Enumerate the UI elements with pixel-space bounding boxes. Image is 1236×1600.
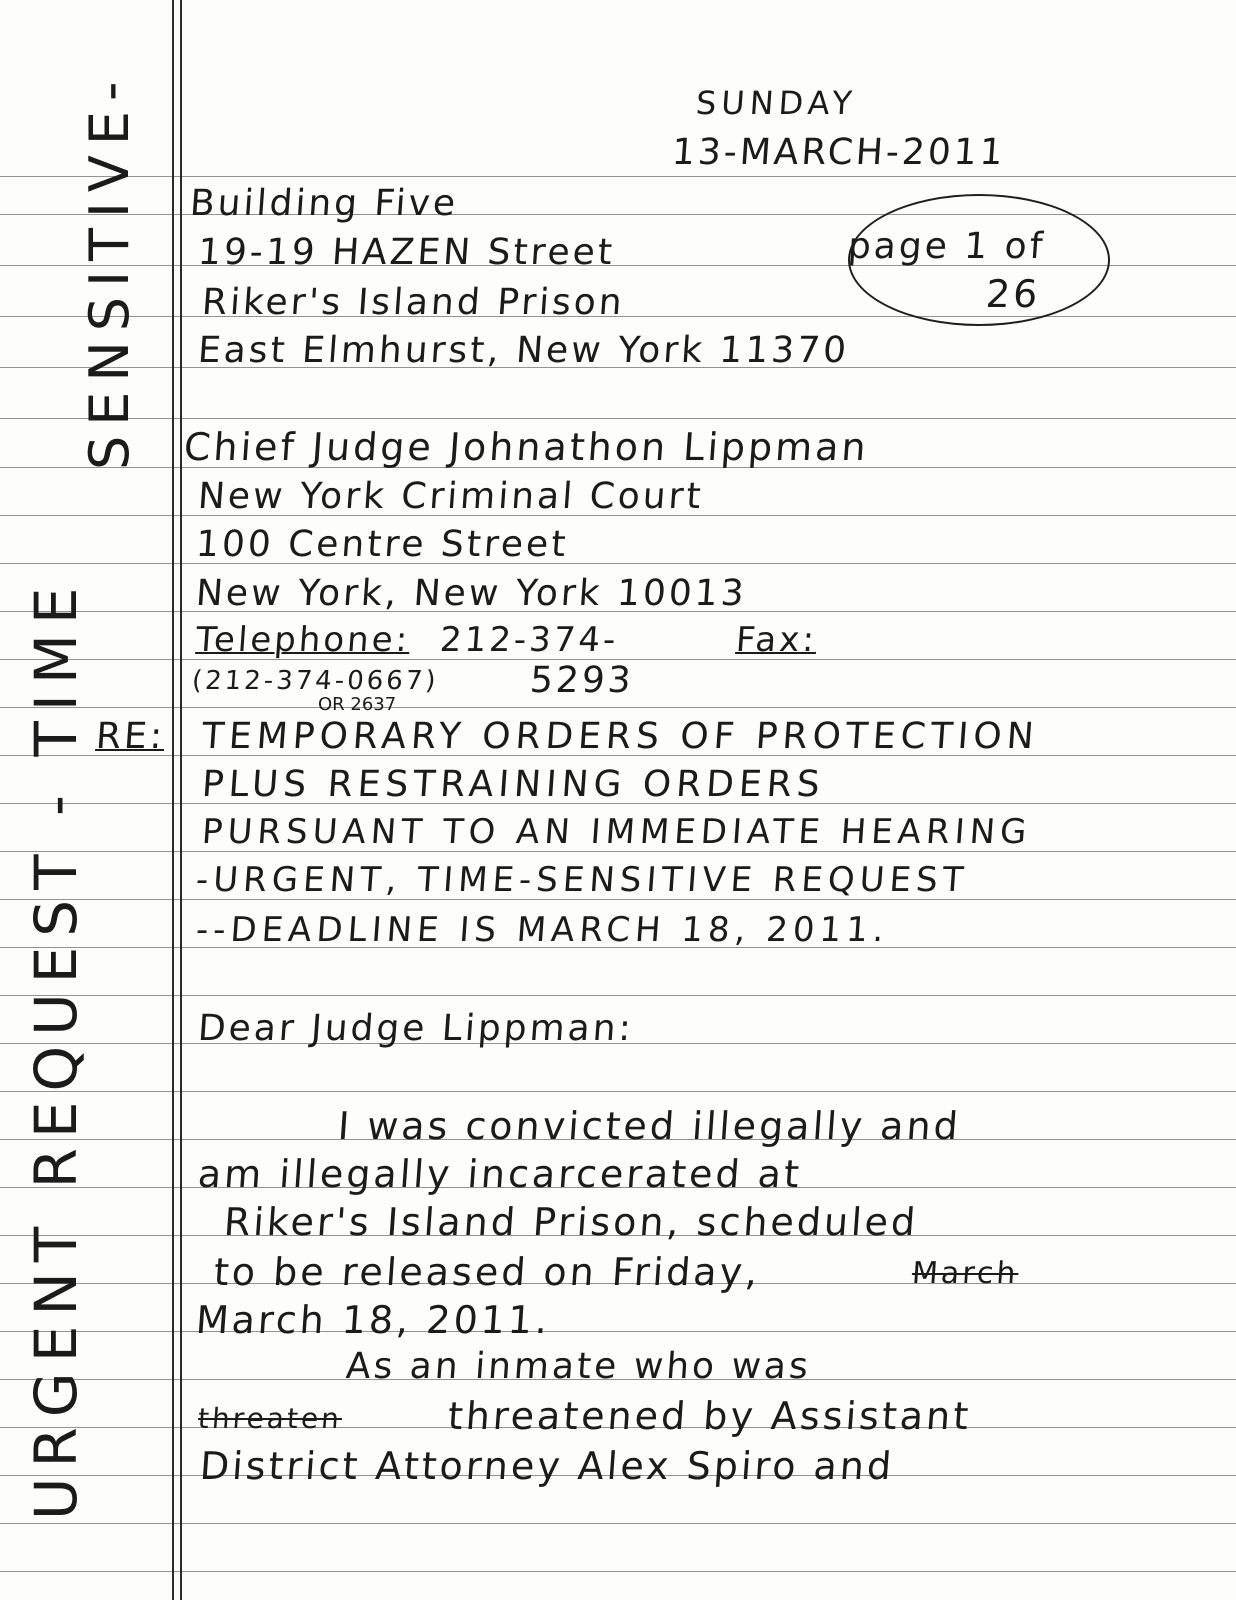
telephone-suffix: 5293 [528,660,636,701]
margin-note-sensitive: SENSITIVE- [78,71,141,470]
alt-phone: (212-374-0667) [190,666,440,696]
body-line4: to be released on Friday, [212,1250,762,1294]
ruled-line [0,1091,1236,1092]
ruled-line [0,707,1236,708]
page-total: 26 [984,272,1042,316]
sender-line3: Riker's Island Prison [200,282,627,323]
telephone-prefix: 212-374- [438,620,620,660]
header-date: 13-MARCH-2011 [670,132,1007,173]
sender-line2: 19-19 HAZEN Street [196,232,617,273]
body-line5: March 18, 2011. [194,1298,552,1342]
subject-line3: PURSUANT TO AN IMMEDIATE HEARING [200,812,1033,852]
margin-line [180,0,182,1600]
sender-line1: Building Five [188,183,460,224]
ruled-line [0,1571,1236,1572]
subject-line5: --DEADLINE IS MARCH 18, 2011. [194,910,891,950]
margin-line [172,0,174,1600]
ruled-line [0,176,1236,177]
margin-note-urgent: URGENT REQUEST - TIME [22,577,90,1520]
body-line1: I was convicted illegally and [336,1104,963,1148]
subject-line2: PLUS RESTRAINING ORDERS [200,764,826,805]
sender-line4: East Elmhurst, New York 11370 [196,330,851,371]
subject-line4: -URGENT, TIME-SENSITIVE REQUEST [194,860,970,900]
alt-phone-or: OR 2637 [318,694,397,715]
ruled-line [0,1523,1236,1524]
body-struck-word: March [910,1256,1020,1291]
ruled-line [0,563,1236,564]
header-day: SUNDAY [694,84,859,122]
recipient-line3: 100 Centre Street [194,524,570,565]
body-line7: threatened by Assistant [446,1394,973,1438]
body-line6: As an inmate who was [344,1346,813,1387]
recipient-line4: New York, New York 10013 [194,573,748,614]
telephone-label: Telephone: [194,620,412,660]
ruled-line [0,1331,1236,1332]
re-label: RE: [94,716,167,757]
recipient-line2: New York Criminal Court [196,476,705,517]
subject-line1: TEMPORARY ORDERS OF PROTECTION [200,716,1041,757]
fax-label: Fax: [734,620,819,660]
ruled-line [0,995,1236,996]
body-line2: am illegally incarcerated at [196,1152,804,1196]
page-label: page 1 of [846,226,1047,267]
recipient-line1: Chief Judge Johnathon Lippman [182,425,871,469]
ruled-line [0,418,1236,419]
body-line3: Riker's Island Prison, scheduled [222,1200,920,1244]
salutation: Dear Judge Lippman: [196,1008,636,1049]
body-struck-word: threaten [196,1402,344,1435]
body-line8: District Attorney Alex Spiro and [198,1444,896,1488]
